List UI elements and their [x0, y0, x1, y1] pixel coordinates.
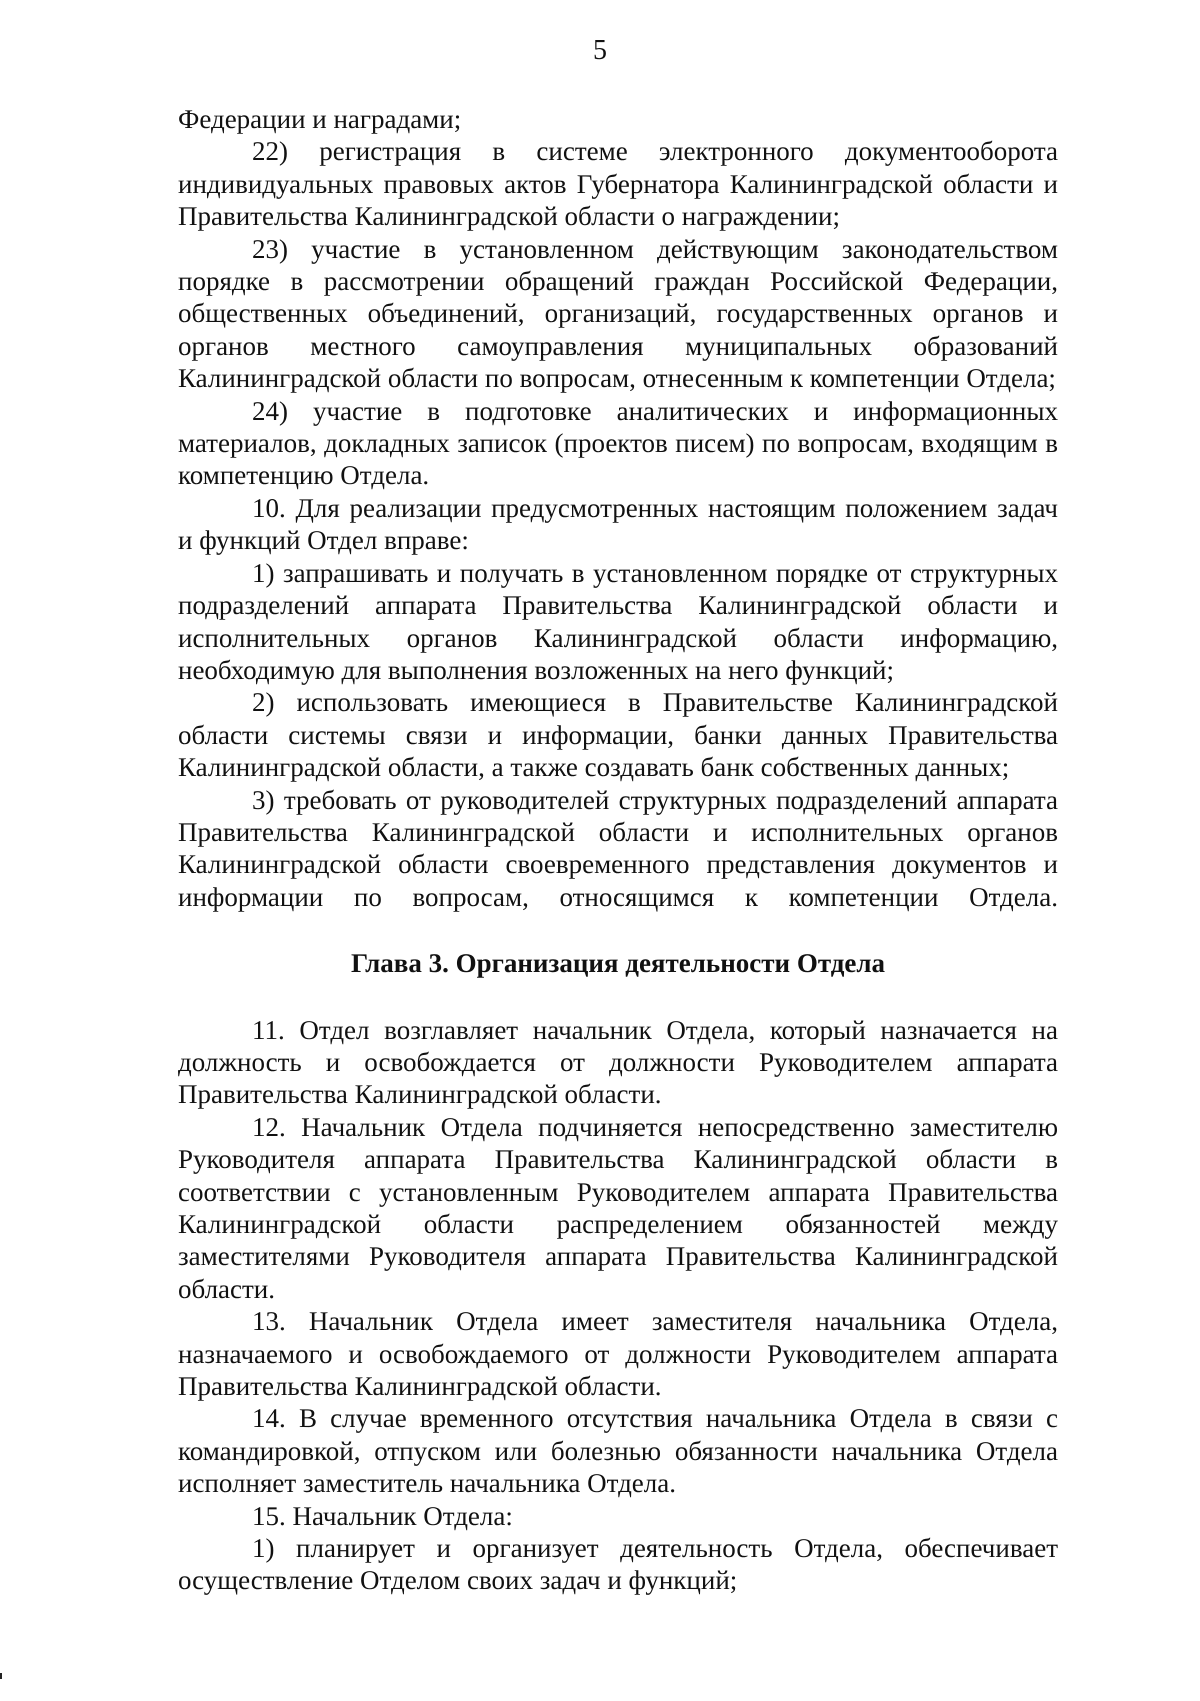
list-item-24: 24) участие в подготовке аналитических и информационных материалов, докладных записок (проектов писем) по вопросам, входящим в компетенцию Отдела. [178, 395, 1058, 491]
list-item-23: 23) участие в установленном действующим законодательством порядке в рассмотрении обращений граждан Российской Федерации, общественных объединений, организаций, государственных органов и органов местного самоуправления муниципальных образований Калининградской области по вопросам, отнесенным к компетенции Отдела; [178, 233, 1058, 394]
chapter-title: Глава 3. Организация деятельности Отдела [350, 948, 886, 979]
page-number: 5 [593, 35, 607, 66]
document-body [178, 103, 1058, 1597]
scan-edge-mark [0, 1673, 2, 1679]
clause-10: 10. Для реализации предусмотренных настоящим положением задач и функций Отдел вправе: [178, 492, 1058, 556]
clause-11: 11. Отдел возглавляет начальник Отдела, который назначается на должность и освобождается от должности Руководителем аппарата Правительства Калининградской области. [178, 1014, 1058, 1110]
right-item-3: 3) требовать от руководителей структурных подразделений аппарата Правительства Калининградской области и исполнительных органов Калининградской области своевременного представления документов и информации по вопросам, относящимся к компетенции Отдела. [178, 784, 1058, 912]
paragraph-continuation: Федерации и наградами; [178, 104, 462, 134]
right-item-2: 2) использовать имеющиеся в Правительстве Калининградской области системы связи и информации, банки данных Правительства Калининградской области, а также создавать банк собственных данных; [178, 687, 1058, 783]
clause-13: 13. Начальник Отдела имеет заместителя начальника Отдела, назначаемого и освобождаемого от должности Руководителем аппарата Правительства Калининградской области. [178, 1306, 1058, 1402]
clause-14: 14. В случае временного отсутствия начальника Отдела в связи с командировкой, отпуском или болезнью обязанности начальника Отдела исполняет заместитель начальника Отдела. [178, 1403, 1058, 1499]
list-item-22: 22) регистрация в системе электронного документооборота индивидуальных правовых актов Губернатора Калининградской области и Правительства Калининградской области о награждении; [178, 136, 1058, 232]
clause-12: 12. Начальник Отдела подчиняется непосредственно заместителю Руководителя аппарата Правительства Калининградской области в соответствии с установленным Руководителем аппарата Правительства Калининградской области распределением обязанностей между заместителями Руководителя аппарата Правительства Калининградской области. [178, 1111, 1058, 1304]
right-item-1: 1) запрашивать и получать в установленном порядке от структурных подразделений аппарата Правительства Калининградской области и исполнительных органов Калининградской области информацию, необходимую для выполнения возложенных на него функций; [178, 557, 1058, 685]
duty-item-1: 1) планирует и организует деятельность Отдела, обеспечивает осуществление Отделом своих задач и функций; [178, 1533, 1058, 1596]
clause-15: 15. Начальник Отдела: [252, 1500, 513, 1531]
